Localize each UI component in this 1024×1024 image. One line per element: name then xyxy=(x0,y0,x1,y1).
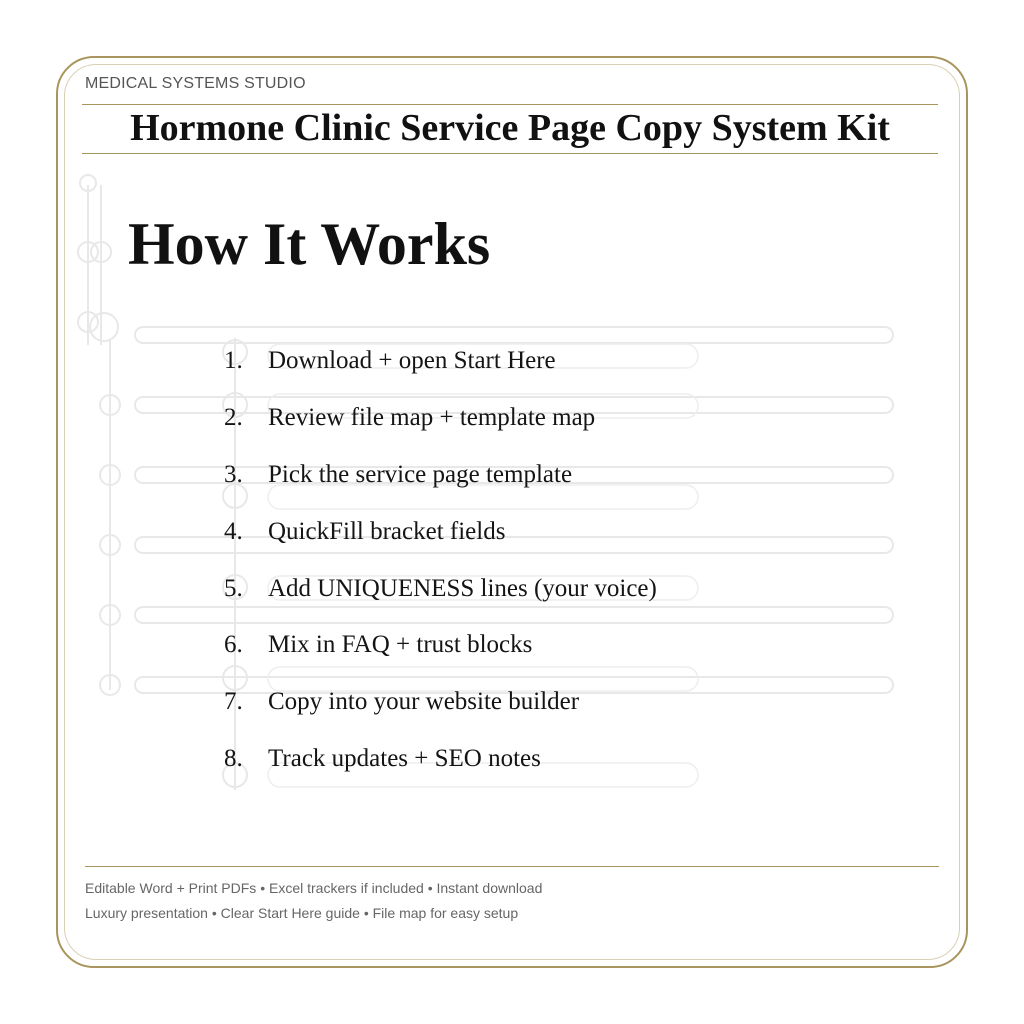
header-bottom-divider xyxy=(82,153,938,154)
step-text: Review file map + template map xyxy=(268,404,596,432)
section-title: How It Works xyxy=(128,211,491,277)
step-number: 2. xyxy=(224,404,243,432)
step-number: 4. xyxy=(224,517,243,545)
step-item xyxy=(224,390,657,447)
steps-list xyxy=(224,333,657,787)
step-number: 8. xyxy=(224,744,243,772)
step-item xyxy=(224,731,657,788)
header-top-divider xyxy=(82,104,938,105)
kit-title: Hormone Clinic Service Page Copy System Kit xyxy=(130,107,890,149)
brand-name: MEDICAL SYSTEMS STUDIO xyxy=(85,75,306,92)
footer-features-line: Editable Word + Print PDFs • Excel trackers if included • Instant download xyxy=(85,880,543,896)
step-number: 6. xyxy=(224,631,243,659)
step-number: 7. xyxy=(224,688,243,716)
step-item xyxy=(224,333,657,390)
step-text: QuickFill bracket fields xyxy=(268,517,506,545)
footer-divider xyxy=(85,866,939,867)
step-item xyxy=(224,674,657,731)
step-item xyxy=(224,617,657,674)
step-number: 3. xyxy=(224,460,243,488)
step-text: Copy into your website builder xyxy=(268,688,580,716)
step-text: Mix in FAQ + trust blocks xyxy=(268,631,533,659)
step-number: 5. xyxy=(224,574,243,602)
step-text: Pick the service page template xyxy=(268,460,573,488)
step-text: Track updates + SEO notes xyxy=(268,744,541,772)
step-item xyxy=(224,560,657,617)
step-number: 1. xyxy=(224,347,243,375)
step-text: Add UNIQUENESS lines (your voice) xyxy=(268,574,657,602)
step-text: Download + open Start Here xyxy=(268,347,556,375)
step-item xyxy=(224,447,657,504)
footer-benefits-line: Luxury presentation • Clear Start Here guide • File map for easy setup xyxy=(85,905,519,921)
step-item xyxy=(224,503,657,560)
